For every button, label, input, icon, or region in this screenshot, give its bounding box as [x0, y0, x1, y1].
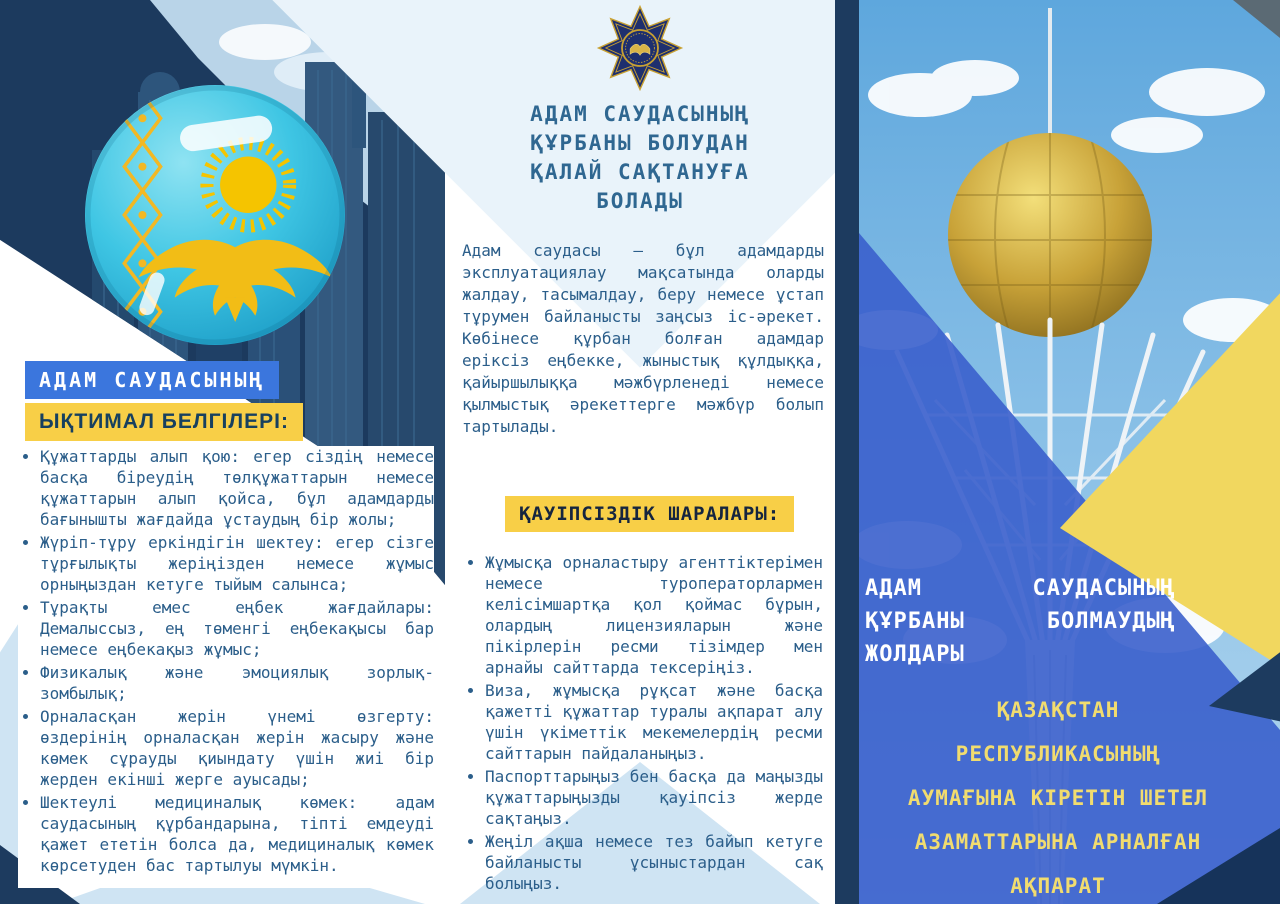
heading-line: АДАМ САУДАСЫНЫҢ — [530, 102, 750, 126]
right-panel-subheading — [870, 688, 1246, 904]
list-item: • Орналасқан жерін үнемі өзгерту: өздерінің орналасқан жерін жасыру және көмек сұрауды қиындату үшін жиі бір жерден екінші жерге ауысады; — [40, 706, 434, 790]
signs-list-card — [18, 446, 434, 888]
navy-edge-strip — [835, 0, 859, 904]
list-item: РЕСПУБЛИКАСЫНЫҢ — [955, 742, 1161, 766]
heading-word: БОЛМАУДЫҢ — [1046, 609, 1175, 634]
list-item: • Жеңіл ақша немесе тез байып кетуге байланысты ұсыныстардан сақ болыңыз. — [485, 831, 823, 894]
list-item: АУМАҒЫНА КІРЕТІН ШЕТЕЛ — [907, 786, 1209, 810]
panel-middle — [445, 0, 835, 904]
left-panel-subtitle: ЫҚТИМАЛ БЕЛГІЛЕРІ: — [25, 403, 303, 441]
list-item: АҚПАРАТ — [1010, 874, 1106, 898]
panel-left — [0, 0, 445, 904]
kazakhstan-flag-sphere-icon — [84, 84, 346, 346]
middle-heading — [460, 100, 820, 216]
law-enforcement-star-emblem-icon — [595, 3, 685, 93]
signs-list — [18, 446, 434, 876]
list-item: ҚАЗАҚСТАН — [996, 698, 1120, 722]
heading-word: ЖОЛДАРЫ — [865, 642, 965, 667]
right-panel-heading — [865, 572, 1175, 671]
heading-line: БОЛАДЫ — [596, 189, 684, 213]
list-item: • Құжаттарды алып қою: егер сіздің немесе басқа біреудің төлқұжаттарын немесе құжаттарын алып қойса, бұл адамдарды бағынышты жағдайда ұстаудың бір жолы; — [40, 446, 434, 530]
intro-paragraph: Адам саудасы — бұл адамдарды эксплуатациялау мақсатында оларды жалдау, тасымалдау, беру немесе ұстап тұрумен байланысты заңсыз іс-әрекет. Көбінесе құрбан болған адамдар еріксіз еңбекке, жыныстық құлдыққа, қайыршылыққа мәжбүрленеді немесе қылмыстық әрекеттерге мәжбүр болып тартылады. — [462, 241, 824, 436]
list-item: • Тұрақты емес еңбек жағдайлары: Демалыссыз, ең төменгі еңбекақысы бар немесе еңбекақыз жұмыс; — [40, 597, 434, 660]
heading-word: ҚҰРБАНЫ — [865, 609, 965, 634]
list-item: • Шектеулі медициналық көмек: адам саудасының құрбандарына, тіпті емдеуді қажет ететін болса да, медициналық көмек көрсетуден бас тартылуы мүмкін. — [40, 792, 434, 876]
left-panel-title: АДАМ САУДАСЫНЫҢ — [25, 361, 279, 399]
list-item: • Жұмысқа орналастыру агенттіктерімен немесе туроператорлармен келісімшартқа қол қоймас бұрын, олардың лицензияларын және пікірлерін ресми тізімдер мен арнайы сайттарда тексеріңіз. — [485, 552, 823, 678]
safety-measures-title: ҚАУІПСІЗДІК ШАРАЛАРЫ: — [505, 496, 794, 532]
list-item: • Физикалық және эмоциялық зорлық-зомбылық; — [40, 662, 434, 704]
heading-word: САУДАСЫНЫҢ — [1032, 576, 1175, 601]
list-item: • Виза, жұмысқа рұқсат және басқа қажетті құжаттар туралы ақпарат алу үшін үкіметтік мекемелердің ресми сайттарын пайдаланыңыз. — [485, 680, 823, 764]
list-item: • Жүріп-тұру еркіндігін шектеу: егер сізге тұрғылықты жеріңізден немесе жұмыс орныңыздан кетуге тыйым салынса; — [40, 532, 434, 595]
heading-line: ҚҰРБАНЫ БОЛУДАН — [530, 131, 750, 155]
list-item: • Паспорттарыңыз бен басқа да маңызды құжаттарыңызды қауіпсіз жерде сақтаңыз. — [485, 766, 823, 829]
heading-word: АДАМ — [865, 576, 922, 601]
safety-list — [463, 552, 823, 894]
list-item: АЗАМАТТАРЫНА АРНАЛҒАН — [914, 830, 1202, 854]
panel-right — [835, 0, 1280, 904]
heading-line: ҚАЛАЙ САҚТАНУҒА — [530, 160, 750, 184]
subheading-lines — [870, 688, 1246, 904]
safety-list-block — [463, 552, 823, 896]
